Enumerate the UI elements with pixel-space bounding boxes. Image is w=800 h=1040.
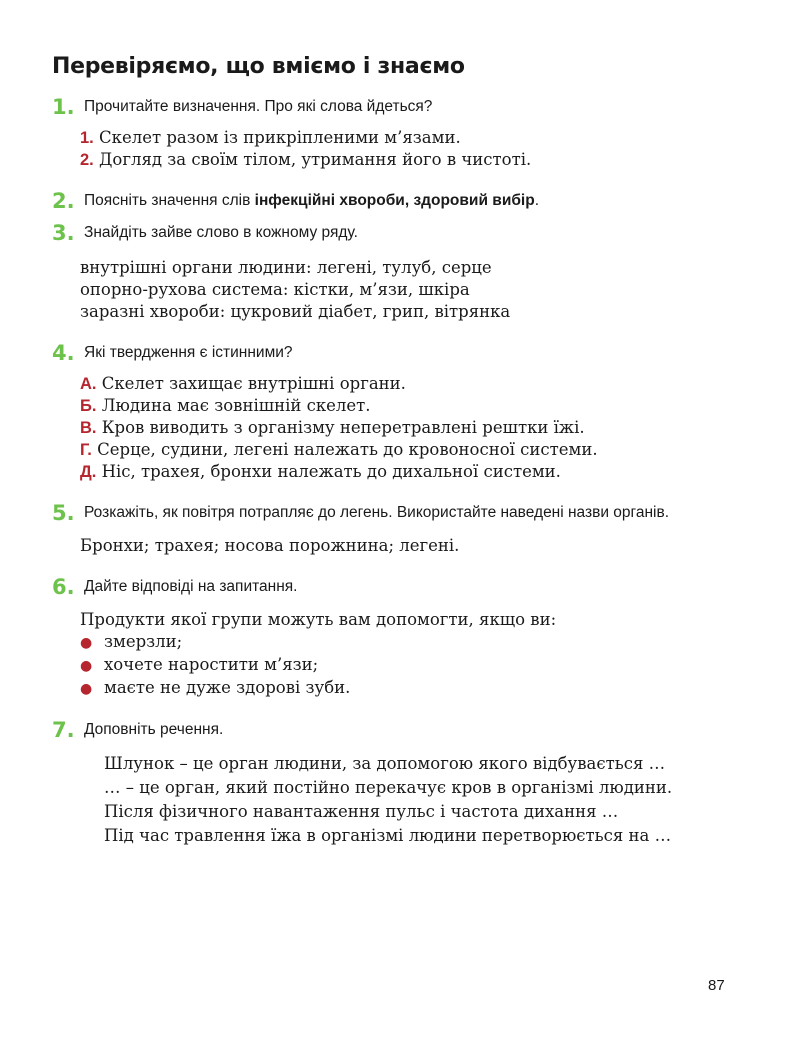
statement-item [80, 461, 712, 483]
bullet-icon: ● [80, 681, 93, 697]
task-number: 4. [52, 341, 75, 365]
sentence-paragraph: Шлунок – це орган людини, за допомогою якого відбувається … [104, 754, 666, 773]
task-number: 6. [52, 575, 75, 599]
item-marker: 2. [80, 151, 94, 169]
item-text: Догляд за своїм тілом, утримання його в чистоті. [99, 150, 532, 169]
prompt-bold-terms: інфекційні хвороби, здоровий вибір [254, 192, 535, 209]
item-marker: А. [80, 375, 97, 393]
statement-item [80, 395, 712, 417]
bullet-icon: ● [80, 658, 93, 674]
word-row: заразні хвороби: цукровий діабет, грип, вітрянка [80, 302, 511, 321]
bullet-item [80, 677, 712, 700]
task-number: 5. [52, 501, 75, 525]
prompt-end: . [534, 192, 540, 209]
task-prompt: Розкажіть, як повітря потрапляє до легень. Використайте наведені назви органів. [84, 504, 670, 521]
bullet-text: хочете наростити м’язи; [104, 655, 319, 674]
task-prompt: Які твердження є істинними? [84, 344, 293, 361]
task-number: 1. [52, 95, 75, 119]
item-marker: Б. [80, 397, 97, 415]
item-text: Серце, судини, легені належать до кровоносної системи. [97, 440, 598, 459]
definition-item [80, 149, 712, 171]
task-number: 3. [52, 221, 75, 245]
bullet-item [80, 654, 712, 677]
task-2 [52, 191, 712, 211]
task-number: 2. [52, 189, 75, 213]
word-row: внутрішні органи людини: легені, тулуб, серце [80, 258, 492, 277]
item-text: Ніс, трахея, бронхи належать до дихальної системи. [101, 462, 561, 481]
item-text: Скелет разом із прикріпленими м’язами. [99, 128, 461, 147]
word-row: опорно-рухова система: кістки, м’язи, шкіра [80, 280, 470, 299]
task-6 [52, 577, 712, 700]
sentence-paragraph: Після фізичного навантаження пульс і частота дихання … [104, 802, 619, 821]
task-prompt [84, 191, 712, 211]
task-5 [52, 503, 712, 557]
item-text: Кров виводить з організму неперетравлені рештки їжі. [101, 418, 585, 437]
statement-item [80, 439, 712, 461]
sentence-paragraph: Під час травлення їжа в організмі людини перетворюється на … [104, 826, 672, 845]
task-prompt: Прочитайте визначення. Про які слова йдеться? [84, 98, 433, 115]
task-3 [52, 223, 712, 323]
page-title: Перевіряємо, що вміємо і знаємо [52, 54, 465, 79]
task-7 [52, 720, 712, 848]
bullet-text: змерзли; [104, 632, 183, 651]
bullet-icon: ● [80, 635, 93, 651]
task-1 [52, 97, 712, 171]
item-marker: В. [80, 419, 97, 437]
organ-list: Бронхи; трахея; носова порожнина; легені. [80, 536, 460, 555]
task-number: 7. [52, 718, 75, 742]
page-number: 87 [708, 977, 725, 994]
item-marker: Г. [80, 441, 92, 459]
prompt-text: Поясніть значення слів [84, 192, 255, 209]
page-content [52, 54, 712, 854]
item-text: Скелет захищає внутрішні органи. [101, 374, 406, 393]
task-4 [52, 343, 712, 483]
bullet-text: маєте не дуже здорові зуби. [104, 678, 351, 697]
item-text: Людина має зовнішній скелет. [101, 396, 371, 415]
statement-item [80, 417, 712, 439]
sentence-paragraph: … – це орган, який постійно перекачує кров в організмі людини. [104, 778, 673, 797]
definition-item [80, 127, 712, 149]
statement-item [80, 373, 712, 395]
task-prompt: Доповніть речення. [84, 721, 224, 738]
item-marker: Д. [80, 463, 97, 481]
task-prompt: Дайте відповіді на запитання. [84, 578, 298, 595]
bullet-item [80, 631, 712, 654]
question-intro: Продукти якої групи можуть вам допомогти, якщо ви: [80, 610, 557, 629]
task-prompt: Знайдіть зайве слово в кожному ряду. [84, 224, 358, 241]
item-marker: 1. [80, 129, 94, 147]
